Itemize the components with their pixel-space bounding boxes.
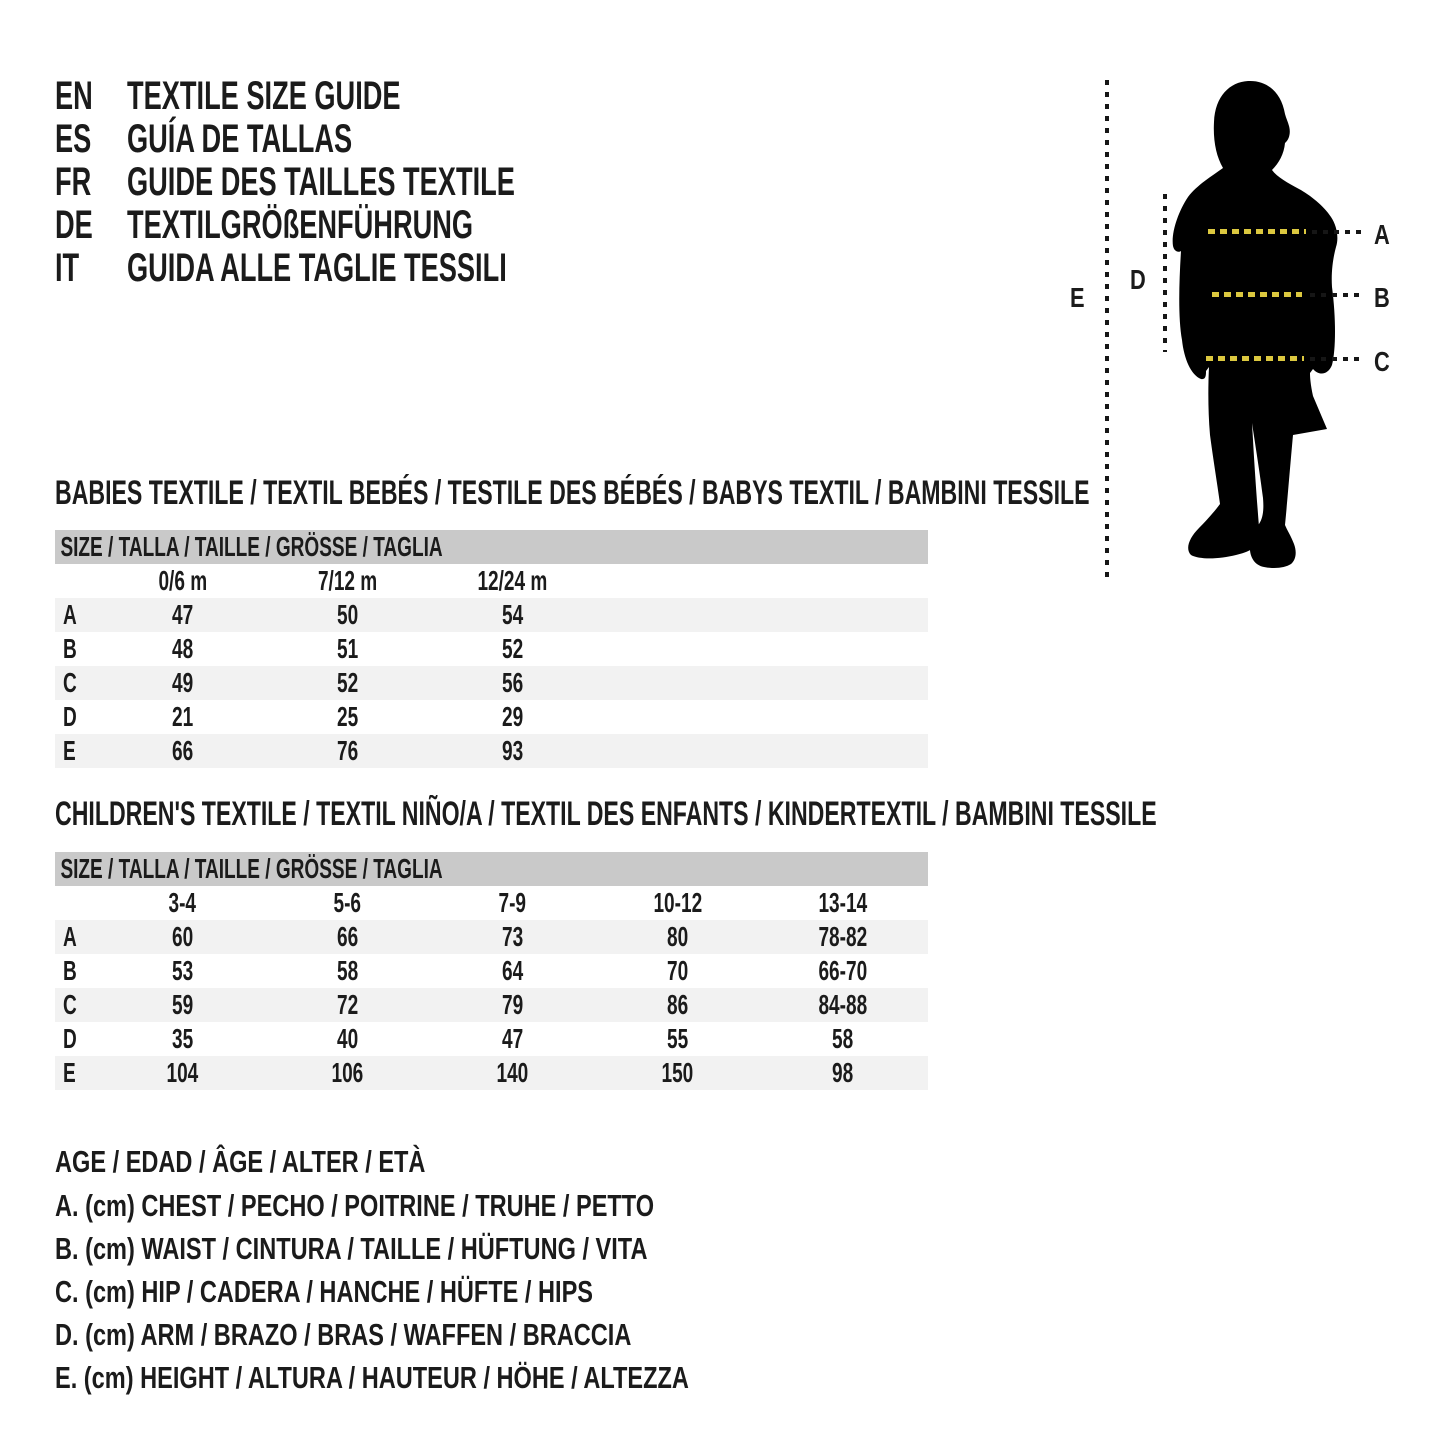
column-header — [430, 887, 595, 919]
column-header — [760, 887, 925, 919]
value-cell — [265, 633, 430, 665]
children-section-title: CHILDREN'S TEXTILE / TEXTIL NIÑO/A / TEXTIL DES ENFANTS / KINDERTEXTIL / BAMBINI TESSILE — [55, 795, 1157, 833]
value-text: 47 — [501, 1023, 524, 1054]
row-label — [55, 921, 100, 953]
row-label — [55, 955, 100, 987]
value-cell — [430, 701, 595, 733]
hip-line-yellow — [1206, 356, 1304, 361]
value-text: 52 — [336, 667, 359, 698]
value-cell — [595, 989, 760, 1021]
row-label-text: E — [63, 735, 76, 766]
column-header — [100, 887, 265, 919]
value-cell — [100, 1023, 265, 1055]
value-text: 56 — [501, 667, 524, 698]
value-text: 21 — [171, 701, 194, 732]
children-size-header-row — [55, 852, 928, 886]
column-header-text: 10-12 — [653, 887, 702, 918]
value-cell — [100, 989, 265, 1021]
measure-label-b: B — [1374, 282, 1390, 313]
value-cell — [265, 701, 430, 733]
value-text: 78-82 — [818, 921, 867, 952]
value-text: 49 — [171, 667, 194, 698]
children-column-header-row — [55, 886, 928, 920]
language-code: EN — [55, 74, 93, 118]
row-label-text: B — [63, 633, 77, 664]
value-cell — [265, 955, 430, 987]
value-text: 50 — [336, 599, 359, 630]
table-row — [55, 920, 928, 954]
row-label — [55, 633, 100, 665]
value-text: 79 — [501, 989, 524, 1020]
guide-title-en: TEXTILE SIZE GUIDE — [127, 74, 401, 118]
value-text: 29 — [501, 701, 524, 732]
value-text: 86 — [666, 989, 689, 1020]
value-text: 47 — [171, 599, 194, 630]
language-code: DE — [55, 203, 93, 247]
row-label — [55, 667, 100, 699]
value-text: 64 — [501, 955, 524, 986]
column-header — [430, 565, 595, 597]
table-row — [55, 954, 928, 988]
column-header — [100, 565, 265, 597]
value-text: 58 — [831, 1023, 854, 1054]
guide-title-it: GUIDA ALLE TAGLIE TESSILI — [127, 246, 507, 290]
babies-column-header-row — [55, 564, 928, 598]
waist-line-yellow — [1212, 292, 1302, 297]
value-cell — [430, 633, 595, 665]
column-header-text: 5-6 — [333, 887, 362, 918]
children-size-table — [55, 852, 928, 1090]
value-text: 84-88 — [818, 989, 867, 1020]
table-row — [55, 1022, 928, 1056]
value-text: 150 — [661, 1057, 694, 1088]
value-cell — [760, 1023, 925, 1055]
value-text: 80 — [666, 921, 689, 952]
value-cell — [100, 701, 265, 733]
language-code: IT — [55, 246, 80, 290]
value-cell — [100, 921, 265, 953]
value-cell — [100, 735, 265, 767]
column-header-text: 7-9 — [498, 887, 527, 918]
value-cell — [760, 921, 925, 953]
value-text: 73 — [501, 921, 524, 952]
babies-size-header-row — [55, 530, 928, 564]
language-code: ES — [55, 117, 92, 161]
value-text: 52 — [501, 633, 524, 664]
chest-line-dotted — [1312, 230, 1364, 234]
value-cell — [100, 599, 265, 631]
value-cell — [265, 735, 430, 767]
measure-label-d: D — [1130, 264, 1146, 295]
value-text: 40 — [336, 1023, 359, 1054]
value-cell — [430, 955, 595, 987]
table-row — [55, 632, 928, 666]
value-cell — [760, 955, 925, 987]
measure-label-c: C — [1374, 346, 1390, 377]
value-cell — [430, 599, 595, 631]
value-text: 58 — [336, 955, 359, 986]
guide-title-fr: GUIDE DES TAILLES TEXTILE — [127, 160, 515, 204]
value-cell — [100, 667, 265, 699]
value-cell — [430, 1057, 595, 1089]
row-label-text: E — [63, 1057, 76, 1088]
column-header — [265, 887, 430, 919]
value-cell — [100, 633, 265, 665]
value-text: 66 — [171, 735, 194, 766]
table-row — [55, 1056, 928, 1090]
value-cell — [265, 1023, 430, 1055]
value-text: 76 — [336, 735, 359, 766]
value-cell — [430, 1023, 595, 1055]
value-text: 140 — [496, 1057, 529, 1088]
value-cell — [595, 1057, 760, 1089]
table-row — [55, 598, 928, 632]
value-text: 106 — [331, 1057, 364, 1088]
value-text: 104 — [166, 1057, 199, 1088]
column-header — [595, 887, 760, 919]
value-text: 70 — [666, 955, 689, 986]
value-cell — [265, 667, 430, 699]
value-text: 35 — [171, 1023, 194, 1054]
value-text: 51 — [336, 633, 359, 664]
value-text: 59 — [171, 989, 194, 1020]
value-cell — [430, 667, 595, 699]
value-cell — [100, 1057, 265, 1089]
row-label — [55, 1023, 100, 1055]
value-text: 66 — [336, 921, 359, 952]
row-label-text: A — [63, 921, 77, 952]
value-cell — [265, 989, 430, 1021]
size-header-label: SIZE / TALLA / TAILLE / GRÖSSE / TAGLIA — [60, 531, 443, 562]
babies-section-title: BABIES TEXTILE / TEXTIL BEBÉS / TESTILE DES BÉBÉS / BABYS TEXTIL / BAMBINI TESSILE — [55, 474, 1090, 512]
value-cell — [100, 955, 265, 987]
legend-chest-line: A. (cm) CHEST / PECHO / POITRINE / TRUHE / PETTO — [55, 1188, 655, 1223]
value-text: 72 — [336, 989, 359, 1020]
waist-line-dotted — [1310, 293, 1364, 297]
column-header-text: 12/24 m — [477, 565, 548, 596]
value-cell — [265, 599, 430, 631]
legend-waist-line: B. (cm) WAIST / CINTURA / TAILLE / HÜFTUNG / VITA — [55, 1231, 648, 1266]
legend-hip-line: C. (cm) HIP / CADERA / HANCHE / HÜFTE / HIPS — [55, 1274, 594, 1309]
measure-label-e: E — [1070, 282, 1085, 313]
chest-line-yellow — [1208, 229, 1306, 234]
row-label-text: C — [63, 989, 77, 1020]
value-text: 53 — [171, 955, 194, 986]
hip-line-dotted — [1310, 357, 1364, 361]
value-cell — [595, 955, 760, 987]
row-label — [55, 735, 100, 767]
value-text: 55 — [666, 1023, 689, 1054]
value-cell — [430, 989, 595, 1021]
row-label-text: A — [63, 599, 77, 630]
language-code: FR — [55, 160, 92, 204]
legend-arm-line: D. (cm) ARM / BRAZO / BRAS / WAFFEN / BRACCIA — [55, 1317, 632, 1352]
row-label — [55, 701, 100, 733]
size-header-label: SIZE / TALLA / TAILLE / GRÖSSE / TAGLIA — [60, 853, 443, 884]
legend-height-line: E. (cm) HEIGHT / ALTURA / HAUTEUR / HÖHE / ALTEZZA — [55, 1360, 689, 1395]
column-header — [265, 565, 430, 597]
value-text: 54 — [501, 599, 524, 630]
table-row — [55, 734, 928, 768]
row-label — [55, 599, 100, 631]
babies-size-table — [55, 530, 928, 768]
value-text: 48 — [171, 633, 194, 664]
child-silhouette — [1160, 78, 1360, 575]
value-cell — [430, 921, 595, 953]
row-label — [55, 1057, 100, 1089]
value-text: 93 — [501, 735, 524, 766]
measure-label-a: A — [1374, 219, 1390, 250]
value-cell — [595, 921, 760, 953]
column-header-text: 0/6 m — [158, 565, 207, 596]
value-cell — [595, 1023, 760, 1055]
column-header-text: 3-4 — [168, 887, 197, 918]
table-row — [55, 666, 928, 700]
value-text: 25 — [336, 701, 359, 732]
value-text: 60 — [171, 921, 194, 952]
value-cell — [430, 735, 595, 767]
value-cell — [265, 921, 430, 953]
table-row — [55, 988, 928, 1022]
legend-age-line: AGE / EDAD / ÂGE / ALTER / ETÀ — [55, 1144, 426, 1179]
row-label-text: D — [63, 1023, 77, 1054]
value-text: 66-70 — [818, 955, 867, 986]
column-header-text: 7/12 m — [317, 565, 378, 596]
guide-title-es: GUÍA DE TALLAS — [127, 117, 353, 161]
row-label-text: B — [63, 955, 77, 986]
value-text: 98 — [831, 1057, 854, 1088]
row-label — [55, 989, 100, 1021]
value-cell — [760, 989, 925, 1021]
height-measure-line-e — [1105, 80, 1109, 577]
value-cell — [760, 1057, 925, 1089]
row-label-text: D — [63, 701, 77, 732]
table-row — [55, 700, 928, 734]
row-label-text: C — [63, 667, 77, 698]
column-header-text: 13-14 — [818, 887, 867, 918]
guide-title-de: TEXTILGRÖßENFÜHRUNG — [127, 203, 474, 247]
value-cell — [265, 1057, 430, 1089]
